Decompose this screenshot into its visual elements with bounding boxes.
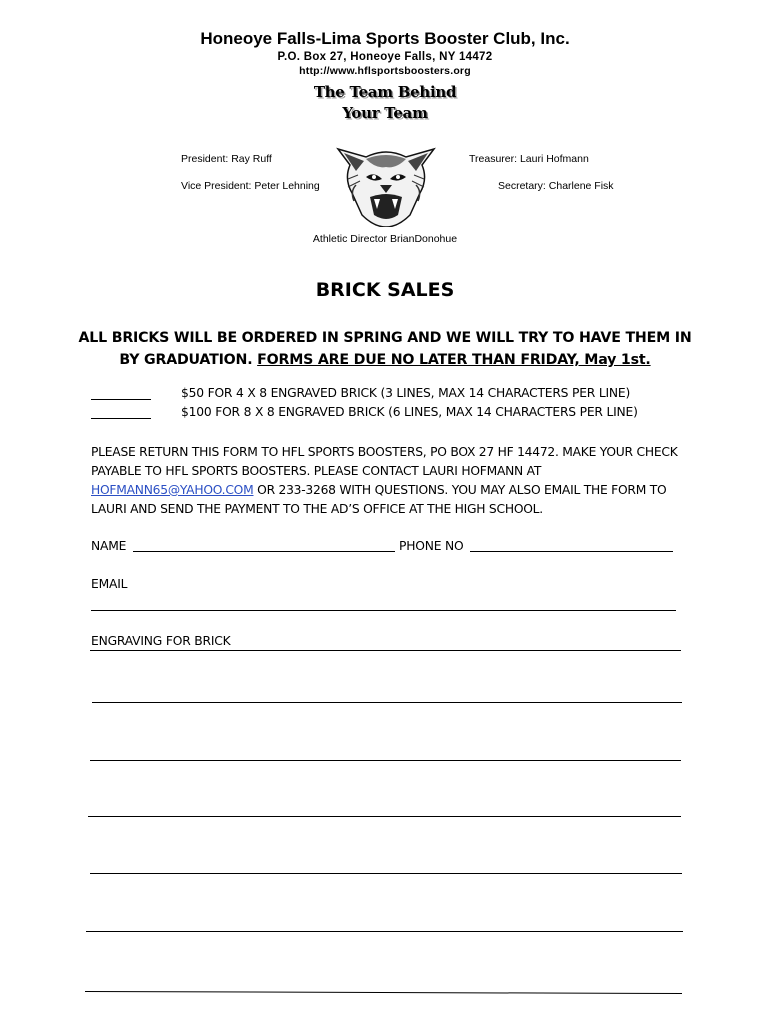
instructions-part1: PLEASE RETURN THIS FORM TO HFL SPORTS BOOSTERS, PO BOX 27 HF 14472. MAKE YOUR CHECK PAYABLE TO HFL SPORTS BOOSTERS. PLEASE CONTACT LAURI HOFMANN AT [91, 445, 678, 478]
option-100-checkbox-line[interactable] [91, 406, 151, 419]
engraving-line-2[interactable] [92, 702, 682, 703]
engraving-label: ENGRAVING FOR BRICK [91, 634, 231, 648]
treasurer-label: Treasurer: Lauri Hofmann [469, 153, 589, 165]
president-label: President: Ray Ruff [181, 153, 272, 165]
vice-president-label: Vice President: Peter Lehning [181, 180, 320, 192]
ordering-notice [0, 327, 770, 371]
cougar-mascot-logo [336, 145, 436, 227]
organization-name: Honeoye Falls-Lima Sports Booster Club, Inc. [200, 29, 570, 48]
tagline-line2: Your Team [342, 104, 428, 122]
engraving-line-7[interactable] [85, 991, 682, 994]
secretary-label: Secretary: Charlene Fisk [498, 180, 614, 192]
organization-address: P.O. Box 27, Honeoye Falls, NY 14472 [277, 51, 493, 63]
email-field[interactable] [91, 610, 676, 611]
instructions-part2: OR 233-3268 WITH QUESTIONS. YOU MAY ALSO EMAIL THE FORM TO LAURI AND SEND THE PAYMENT TO THE AD’S OFFICE AT THE HIGH SCHOOL. [91, 483, 667, 516]
name-field[interactable] [133, 551, 395, 552]
engraving-line-5[interactable] [90, 873, 682, 874]
athletic-director-label: Athletic Director BrianDonohue [312, 233, 458, 245]
phone-field[interactable] [470, 551, 673, 552]
phone-label: PHONE NO [399, 539, 464, 553]
option-50-label: $50 FOR 4 X 8 ENGRAVED BRICK (3 LINES, MAX 14 CHARACTERS PER LINE) [181, 386, 631, 400]
ordering-notice-line2-start: BY GRADUATION. [119, 352, 258, 368]
name-label: NAME [91, 539, 127, 553]
engraving-line-1[interactable] [90, 650, 681, 651]
engraving-line-3[interactable] [90, 760, 681, 761]
email-label: EMAIL [91, 577, 128, 591]
option-50-checkbox-line[interactable] [91, 387, 151, 400]
engraving-line-4[interactable] [88, 816, 681, 817]
option-100-label: $100 FOR 8 X 8 ENGRAVED BRICK (6 LINES, MAX 14 CHARACTERS PER LINE) [181, 405, 638, 419]
ordering-notice-line2 [0, 349, 770, 371]
organization-website: http://www.hflsportsboosters.org [299, 65, 471, 77]
form-title: BRICK SALES [315, 279, 455, 301]
due-date-notice: FORMS ARE DUE NO LATER THAN FRIDAY, May 1st. [257, 352, 651, 368]
instructions-paragraph [91, 443, 691, 519]
engraving-line-6[interactable] [86, 931, 683, 932]
tagline-line1: The Team Behind [313, 83, 457, 101]
ordering-notice-line1: ALL BRICKS WILL BE ORDERED IN SPRING AND WE WILL TRY TO HAVE THEM IN [78, 330, 692, 346]
contact-email-link[interactable]: HOFMANN65@YAHOO.COM [91, 483, 254, 497]
